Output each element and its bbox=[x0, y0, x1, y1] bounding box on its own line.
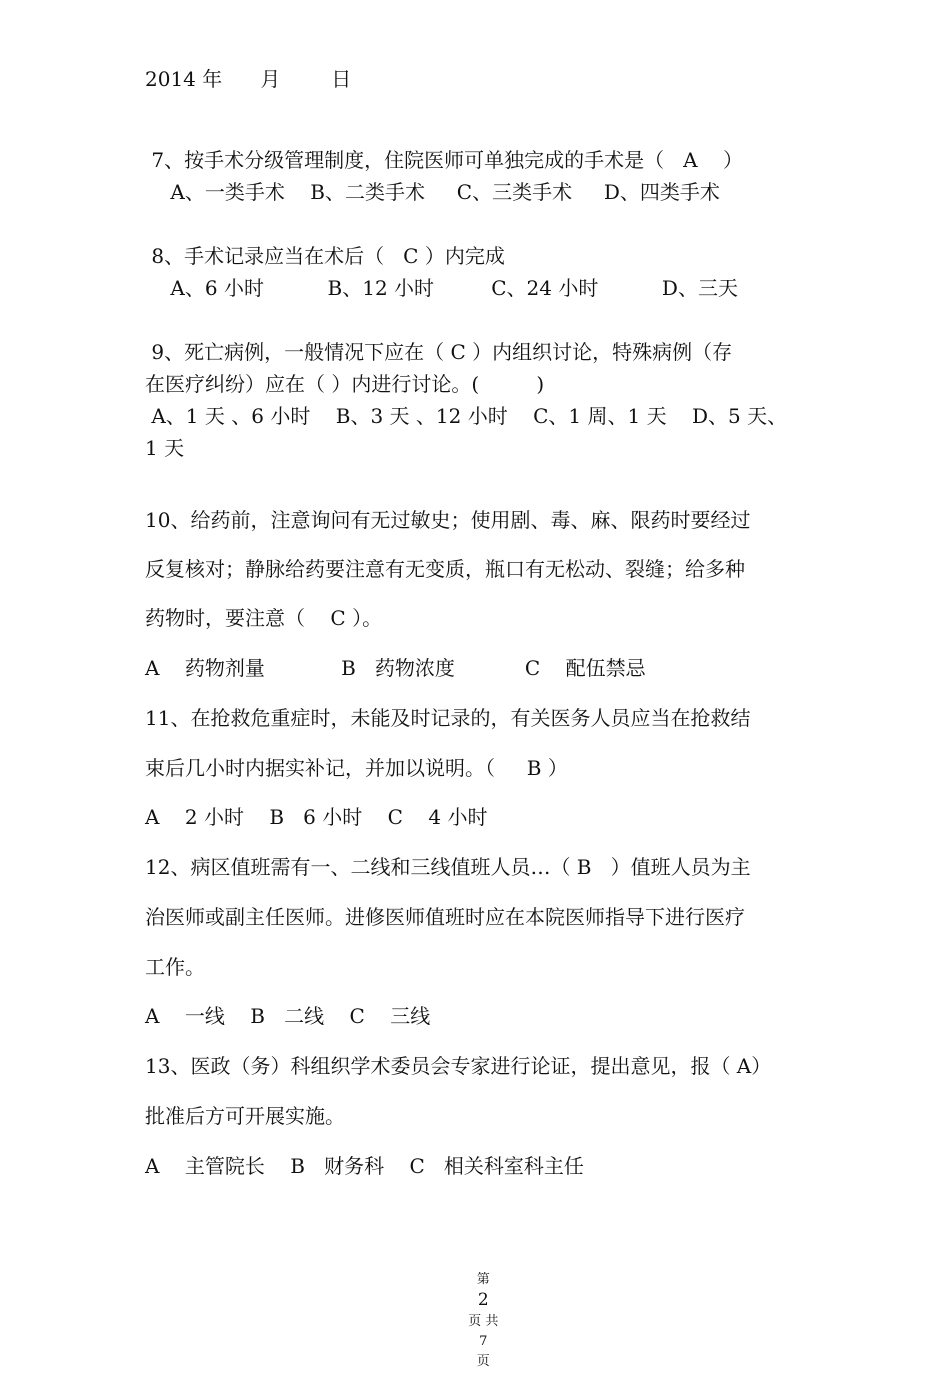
footer-suffix: 页 bbox=[476, 1354, 490, 1369]
question-12-stem-line-3: 工作。 bbox=[145, 955, 205, 979]
question-12-options: A 一线 B 二线 C 三线 bbox=[145, 1004, 431, 1028]
date-line: 2014 年 月 日 bbox=[145, 67, 352, 91]
question-11-options: A 2 小时 B 6 小时 C 4 小时 bbox=[145, 805, 488, 829]
question-9-stem-line-1: 9、死亡病例，一般情况下应在（ C ）内组织讨论，特殊病例（存 bbox=[145, 340, 733, 364]
question-11-stem-line-2: 束后几小时内据实补记，并加以说明。（ B ） bbox=[145, 756, 568, 780]
footer-middle: 页 共 bbox=[468, 1314, 499, 1329]
question-9-stem-line-2: 在医疗纠纷）应在（ ）内进行讨论。( ) bbox=[145, 372, 545, 396]
question-8-stem: 8、手术记录应当在术后（ C ）内完成 bbox=[145, 244, 505, 268]
question-11-stem-line-1: 11、在抢救危重症时，未能及时记录的，有关医务人员应当在抢救结 bbox=[145, 706, 751, 730]
page-footer bbox=[0, 1250, 950, 1392]
question-8-options: A、6 小时 B、12 小时 C、24 小时 D、三天 bbox=[145, 276, 738, 300]
question-10-options: A 药物剂量 B 药物浓度 C 配伍禁忌 bbox=[145, 656, 646, 680]
question-12-stem-line-2: 治医师或副主任医师。进修医师值班时应在本院医师指导下进行医疗 bbox=[145, 905, 745, 929]
footer-page-number: 2 bbox=[477, 1290, 489, 1310]
question-13-stem-line-2: 批准后方可开展实施。 bbox=[145, 1104, 345, 1128]
question-7-stem: 7、按手术分级管理制度，住院医师可单独完成的手术是（ A ） bbox=[145, 148, 744, 172]
question-9-options: A、1 天 、6 小时 B、3 天 、12 小时 C、1 周、1 天 D、5 天、 bbox=[145, 404, 788, 428]
question-9-options-cont: 1 天 bbox=[145, 436, 185, 460]
question-10-stem-line-3: 药物时，要注意（ C ）。 bbox=[145, 606, 383, 630]
question-12-stem-line-1: 12、病区值班需有一、二线和三线值班人员…（ B ）值班人员为主 bbox=[145, 855, 751, 879]
question-7-options: A、一类手术 B、二类手术 C、三类手术 D、四类手术 bbox=[145, 180, 720, 204]
question-13-options: A 主管院长 B 财务科 C 相关科室科主任 bbox=[145, 1154, 584, 1178]
footer-total-pages: 7 bbox=[479, 1334, 488, 1349]
question-10-stem-line-2: 反复核对；静脉给药要注意有无变质，瓶口有无松动、裂缝；给多种 bbox=[145, 557, 745, 581]
question-10-stem-line-1: 10、给药前，注意询问有无过敏史；使用剧、毒、麻、限药时要经过 bbox=[145, 508, 751, 532]
footer-prefix: 第 bbox=[476, 1272, 490, 1287]
question-13-stem-line-1: 13、医政（务）科组织学术委员会专家进行论证，提出意见，报（ A） bbox=[145, 1054, 772, 1078]
